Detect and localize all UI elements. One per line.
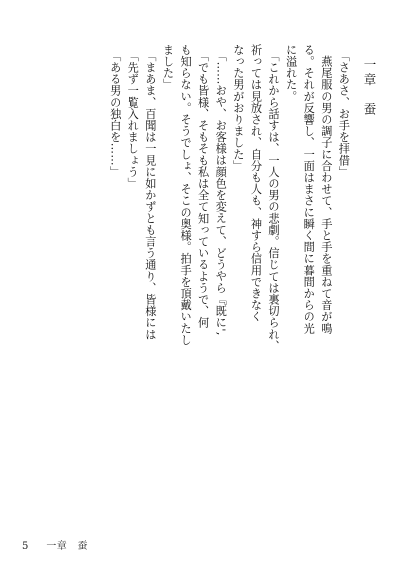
text-column-3: る。それが反響し、一面はまさに瞬く間に暮間からの光 bbox=[302, 44, 316, 334]
text-column-2: 燕尾服の男の調子に合わせて、手と手を重ねて音が鳴 bbox=[319, 44, 333, 334]
text-column-4: に溢れた。 bbox=[284, 44, 298, 102]
page-footer bbox=[22, 537, 88, 552]
text-column-5: 「これから話すは、一人の男の悲劇。信じては裏切られ、 bbox=[267, 44, 281, 352]
text-column-6: 祈っては見放され、自分も人も、神すら信用できなく bbox=[249, 44, 263, 323]
text-column-7: なった男がおりました」 bbox=[231, 44, 245, 172]
text-column-8: 「……おや、お客様は顔色を変えて、どうやら『既に', bbox=[214, 44, 228, 336]
text-column-11: ました」 bbox=[161, 44, 175, 91]
text-column-12: 「まあま、百聞は一見に如かずとも言う通り、皆様には bbox=[143, 44, 157, 340]
page-number: 5 bbox=[22, 541, 29, 552]
running-head: 一章 蚕 bbox=[46, 541, 88, 552]
text-column-9: 「でも皆様、そもそも私は全て知っているようで、何 bbox=[196, 44, 210, 329]
chapter-title: 一章 蚕 bbox=[362, 58, 377, 118]
text-column-1: 「さあさ、お手を拝借」 bbox=[337, 44, 351, 178]
text-column-10: も知らない。そうでしょ、そこの奥様。拍手を頂戴いたし bbox=[179, 44, 193, 346]
text-column-13: 「先ず一覧入れましょう」 bbox=[126, 44, 140, 190]
vertical-text-body bbox=[22, 44, 378, 524]
text-column-14: 「ある男の独白を……」 bbox=[108, 44, 122, 178]
